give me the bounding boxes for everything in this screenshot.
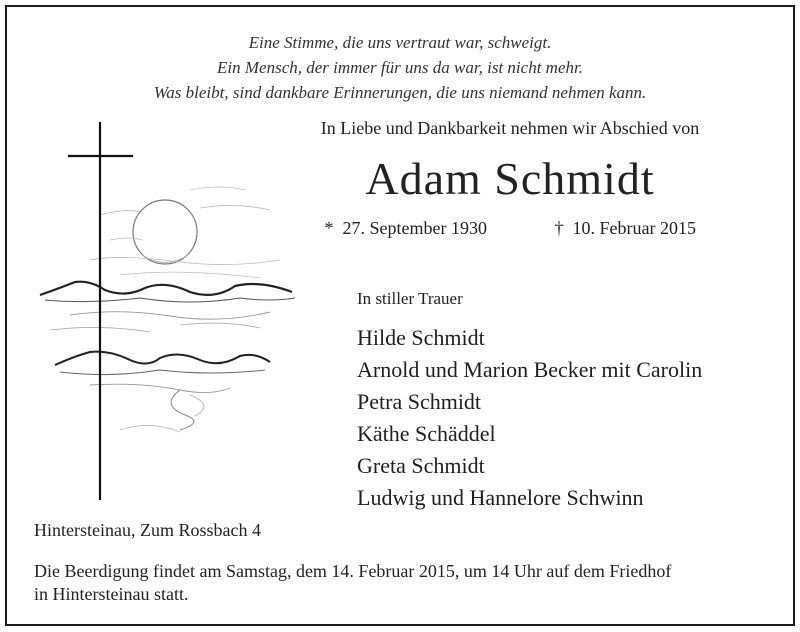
birth-date-line	[320, 218, 487, 239]
landscape-sketch	[40, 187, 295, 432]
mourner-name: Arnold und Marion Becker mit Carolin	[357, 357, 703, 382]
death-date-line	[550, 218, 696, 239]
birth-star-icon: *	[324, 218, 334, 238]
birth-date: 27. September 1930	[342, 218, 487, 238]
mourner-name: Ludwig und Hannelore Schwinn	[357, 485, 644, 510]
funeral-info-line: Die Beerdigung findet am Samstag, dem 14. Februar 2015, um 14 Uhr auf dem Friedhof	[34, 561, 672, 581]
funeral-info-line: in Hintersteinau statt.	[34, 584, 189, 604]
poem-line: Was bleibt, sind dankbare Erinnerungen, die uns niemand nehmen kann.	[153, 83, 647, 102]
cross-icon	[68, 122, 133, 500]
mourner-name: Greta Schmidt	[357, 453, 485, 478]
deceased-name: Adam Schmidt	[365, 153, 655, 204]
mourning-label: In stiller Trauer	[357, 289, 463, 308]
mourner-list	[357, 322, 702, 514]
death-cross-icon: †	[554, 218, 564, 238]
farewell-intro: In Liebe und Dankbarkeit nehmen wir Abschied von	[320, 118, 700, 138]
death-date: 10. Februar 2015	[572, 218, 696, 238]
poem-line: Eine Stimme, die uns vertraut war, schweigt.	[248, 33, 552, 52]
mourner-name: Petra Schmidt	[357, 389, 482, 414]
sun-icon	[133, 200, 197, 264]
poem-line: Ein Mensch, der immer für uns da war, ist nicht mehr.	[217, 58, 583, 77]
mourner-name: Hilde Schmidt	[357, 325, 485, 350]
mourner-name: Käthe Schäddel	[357, 421, 496, 446]
funeral-info	[34, 560, 764, 606]
poem	[0, 30, 800, 105]
family-address: Hintersteinau, Zum Rossbach 4	[34, 520, 261, 540]
